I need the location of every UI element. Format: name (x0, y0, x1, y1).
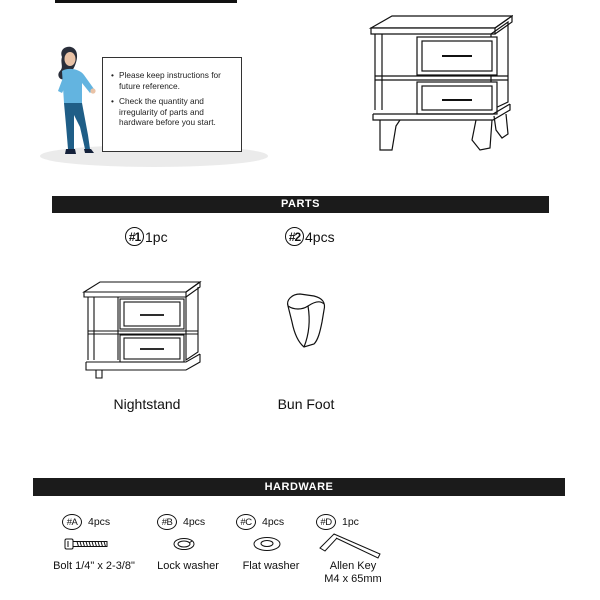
lock-washer-drawing (172, 537, 196, 551)
part-1-qty: 1pc (145, 228, 168, 245)
part-2-badge: #2 (285, 227, 304, 246)
hardware-d-name-line-2: M4 x 65mm (324, 573, 382, 585)
hardware-c-badge: #C (236, 514, 256, 530)
hardware-d-qty: 1pc (342, 516, 359, 528)
instructions-note (102, 57, 242, 152)
nightstand-hero-drawing (368, 10, 513, 158)
part-1-badge: #1 (125, 227, 144, 246)
top-rule (55, 0, 237, 3)
part-2-qty: 4pcs (305, 228, 335, 245)
hardware-a-name: Bolt 1/4" x 2-3/8" (53, 560, 135, 572)
hardware-d-name-line-1: Allen Key (329, 560, 377, 572)
hardware-d-badge: #D (316, 514, 336, 530)
part-1-name: Nightstand (113, 396, 181, 412)
parts-section-header: PARTS (52, 196, 549, 213)
hardware-b-count (157, 514, 205, 530)
hardware-c-name: Flat washer (242, 560, 300, 572)
bolt-drawing (64, 537, 110, 551)
hardware-a-badge: #A (62, 514, 82, 530)
part-2-name: Bun Foot (277, 396, 335, 412)
allen-key-drawing (316, 528, 384, 562)
bun-foot-part-drawing (284, 292, 330, 350)
hardware-a-qty: 4pcs (88, 516, 111, 528)
nightstand-part-drawing (82, 278, 202, 386)
hardware-a-count (62, 514, 110, 530)
hardware-d-name (308, 560, 398, 586)
hardware-b-qty: 4pcs (183, 516, 206, 528)
hardware-c-qty: 4pcs (262, 516, 285, 528)
part-1-count (125, 227, 168, 246)
flat-washer-drawing (252, 536, 282, 552)
hardware-b-name: Lock washer (157, 560, 219, 572)
instruction-note-2: • Check the quantity and irregularity of parts and hardware before you start. (111, 96, 235, 128)
hardware-c-count (236, 514, 284, 530)
hardware-section-header: HARDWARE (33, 478, 565, 496)
hardware-b-badge: #B (157, 514, 177, 530)
part-2-count (285, 227, 335, 246)
instruction-note-1: • Please keep instructions for future reference. (111, 70, 235, 91)
